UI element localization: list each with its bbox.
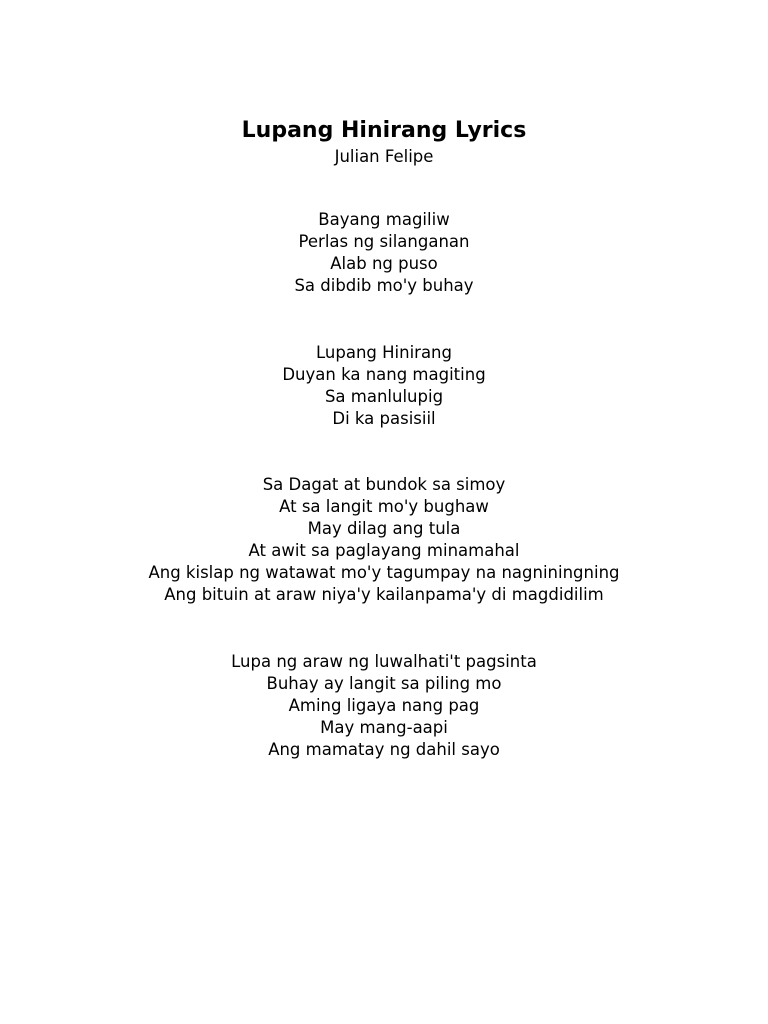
lyric-line: May dilag ang tula	[307, 519, 461, 538]
stanza-1	[0, 209, 768, 297]
stanza-3	[0, 474, 768, 606]
lyric-line: Sa dibdib mo'y buhay	[294, 276, 474, 295]
lyric-line: Sa manlulupig	[324, 387, 444, 406]
lyric-line: Ang mamatay ng dahil sayo	[268, 740, 500, 759]
lyric-line: May mang-aapi	[320, 718, 448, 737]
lyric-line: Bayang magiliw	[318, 210, 450, 229]
lyric-line: Lupang Hinirang	[316, 343, 452, 362]
document-title: Lupang Hinirang Lyrics	[241, 118, 527, 143]
lyric-line: Di ka pasisiil	[332, 409, 436, 428]
lyric-line: At sa langit mo'y bughaw	[279, 497, 489, 516]
lyric-line: Alab ng puso	[330, 254, 438, 273]
lyric-line: Ang kislap ng watawat mo'y tagumpay na nagniningning	[148, 563, 620, 582]
lyric-line: Ang bituin at araw niya'y kailanpama'y di magdidilim	[164, 585, 604, 604]
lyric-line: Sa Dagat at bundok sa simoy	[262, 475, 506, 494]
document-author: Julian Felipe	[334, 147, 434, 166]
lyric-line: At awit sa paglayang minamahal	[248, 541, 520, 560]
lyric-line: Lupa ng araw ng luwalhati't pagsinta	[231, 652, 537, 671]
lyric-line: Aming ligaya nang pag	[288, 696, 480, 715]
lyric-line: Perlas ng silanganan	[298, 232, 470, 251]
lyric-line: Duyan ka nang magiting	[282, 365, 486, 384]
stanza-4	[0, 651, 768, 761]
lyric-line: Buhay ay langit sa piling mo	[266, 674, 502, 693]
stanza-2	[0, 342, 768, 430]
